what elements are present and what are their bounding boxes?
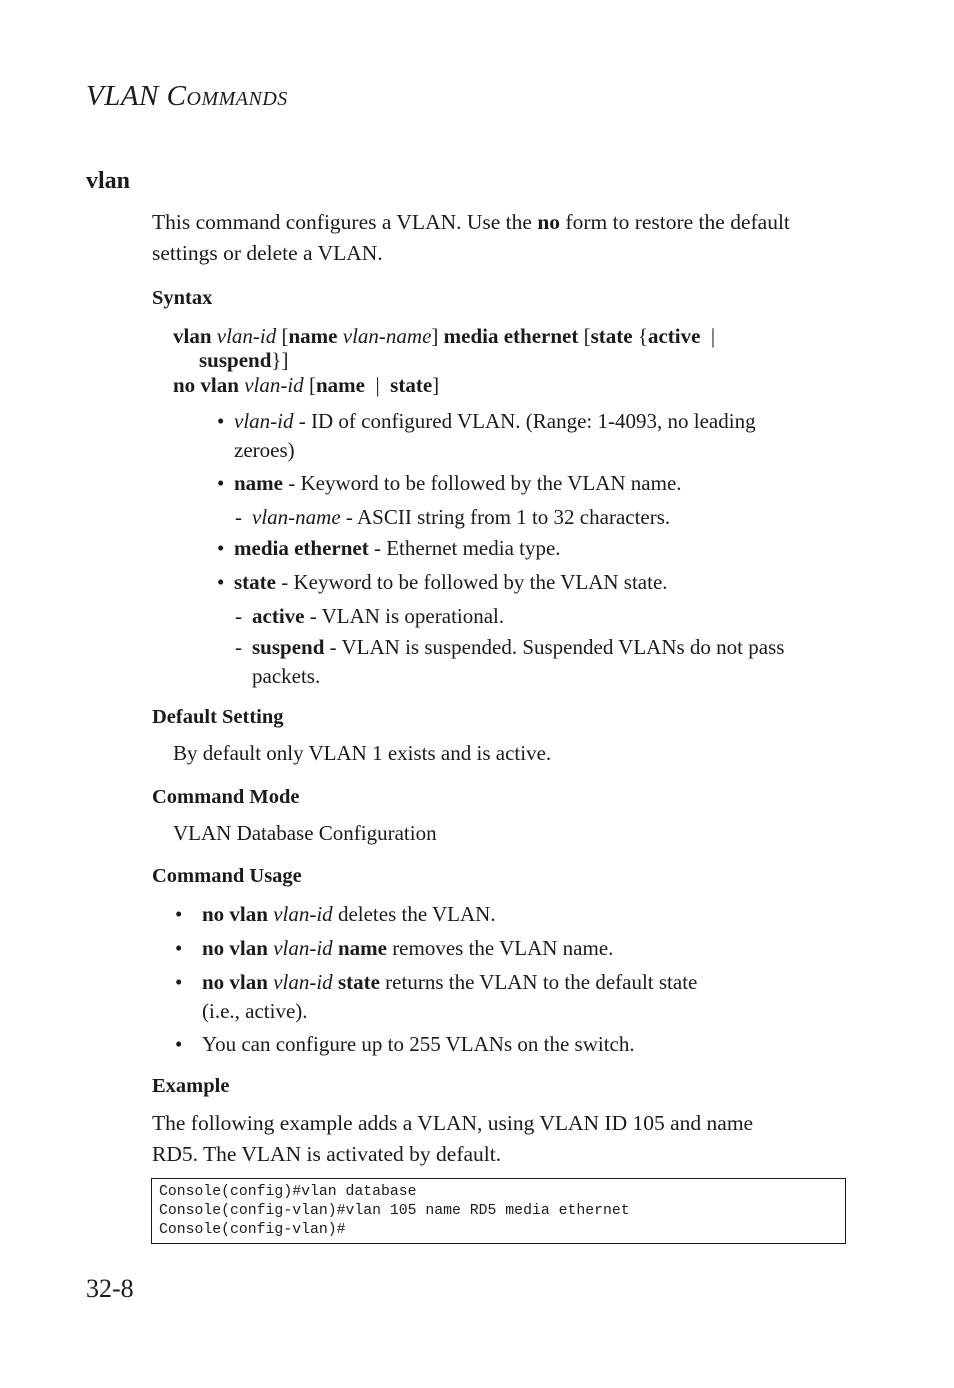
syn-bracket: [ [583,324,591,348]
syn-arg-vlan-id-2: vlan-id [244,373,304,397]
usage-bullet: • [175,1032,183,1056]
param-desc: - ASCII string from 1 to 32 characters. [340,505,671,529]
running-head [86,80,288,113]
syn-brace: { [637,324,648,348]
code-line: Console(config)#vlan database [159,1184,417,1200]
param-term: media ethernet [234,536,369,560]
usage-item-1 [202,900,496,929]
param-desc: - ID of configured VLAN. (Range: 1-4093, no leading [293,409,756,433]
usage-arg: vlan-id [273,970,333,994]
command-mode-heading: Command Mode [152,786,300,808]
param-dash: - [235,604,242,628]
param-desc-cont: zeroes) [234,438,295,462]
command-mode-text: VLAN Database Configuration [173,821,437,845]
param-bullet: • [217,409,225,433]
example-paragraph [152,1108,852,1170]
param-term: suspend [252,635,325,659]
syn-close: }] [271,348,289,372]
syn-pipe: | [375,373,380,397]
syn-arg-vlan-name: vlan-name [342,324,432,348]
syntax-line-3 [173,373,439,397]
param-desc: - Ethernet media type. [368,536,561,560]
syn-kw-state-2: state [390,373,433,397]
intro-paragraph [152,207,852,269]
syn-bracket: ] [431,324,439,348]
usage-kw: no vlan [202,936,268,960]
example-text-2: RD5. The VLAN is activated by default. [152,1142,502,1166]
usage-item-3 [202,968,822,1026]
syn-bracket: [ [281,324,289,348]
param-state [234,568,668,597]
usage-text: removes the VLAN name. [386,936,614,960]
usage-item-2 [202,934,613,963]
param-desc: - Keyword to be followed by the VLAN state. [275,570,668,594]
code-line: Console(config-vlan)#vlan 105 name RD5 media ethernet [159,1203,630,1219]
example-text-1: The following example adds a VLAN, using VLAN ID 105 and name [152,1111,754,1135]
usage-arg: vlan-id [273,902,333,926]
param-desc: - Keyword to be followed by the VLAN name. [283,471,682,495]
param-name [234,469,682,498]
usage-kw2: state [337,970,380,994]
usage-bullet: • [175,936,183,960]
syn-kw-name-2: name [315,373,365,397]
usage-item-4: You can configure up to 255 VLANs on the switch. [202,1032,635,1056]
usage-arg: vlan-id [273,936,333,960]
param-term: name [234,471,283,495]
code-line: Console(config-vlan)# [159,1222,346,1238]
code-block [151,1178,846,1244]
syn-pipe: | [710,324,716,348]
usage-kw2: name [337,936,387,960]
param-dash: - [235,635,242,659]
syn-kw-no-vlan: no vlan [173,373,239,397]
param-bullet: • [217,471,225,495]
syn-bracket: [ [308,373,316,397]
syn-kw-suspend: suspend [199,348,272,372]
syn-kw-media: media ethernet [443,324,579,348]
example-heading: Example [152,1075,230,1097]
syn-kw-active: active [647,324,701,348]
syntax-heading: Syntax [152,287,213,309]
param-media [234,534,561,563]
default-setting-text: By default only VLAN 1 exists and is active. [173,741,552,765]
usage-bullet: • [175,902,183,926]
usage-text: deletes the VLAN. [332,902,496,926]
intro-text-2: form to restore the default [560,210,790,234]
intro-text-3: settings or delete a VLAN. [152,241,383,265]
usage-kw: no vlan [202,970,268,994]
syn-kw-state: state [590,324,633,348]
param-bullet: • [217,570,225,594]
param-dash: - [235,505,242,529]
syntax-line-1 [173,324,715,348]
param-term: vlan-id [234,409,294,433]
param-term: active [252,604,305,628]
param-term: vlan-name [252,505,341,529]
intro-keyword-no: no [537,210,561,234]
page-number: 32-8 [86,1274,134,1303]
running-head-small: OMMANDS [186,88,288,110]
syntax-line-2 [199,348,288,372]
param-suspend [252,633,852,691]
syn-kw-vlan: vlan [173,324,212,348]
param-term: state [234,570,276,594]
usage-bullet: • [175,970,183,994]
param-desc: - VLAN is suspended. Suspended VLANs do not pass [324,635,785,659]
running-head-big: VLAN C [86,80,187,112]
param-desc: - VLAN is operational. [304,604,505,628]
command-usage-heading: Command Usage [152,865,302,887]
param-active [252,602,504,631]
syn-kw-name: name [288,324,338,348]
usage-text-cont: (i.e., active). [202,999,308,1023]
usage-text: returns the VLAN to the default state [379,970,698,994]
usage-kw: no vlan [202,902,268,926]
param-bullet: • [217,536,225,560]
command-title: vlan [86,168,131,194]
intro-text-1: This command configures a VLAN. Use the [152,210,538,234]
syn-bracket: ] [432,373,440,397]
syn-arg-vlan-id: vlan-id [216,324,277,348]
param-desc-cont: packets. [252,664,321,688]
param-vlan-id [234,407,854,465]
default-setting-heading: Default Setting [152,706,284,728]
param-vlan-name [252,503,670,532]
